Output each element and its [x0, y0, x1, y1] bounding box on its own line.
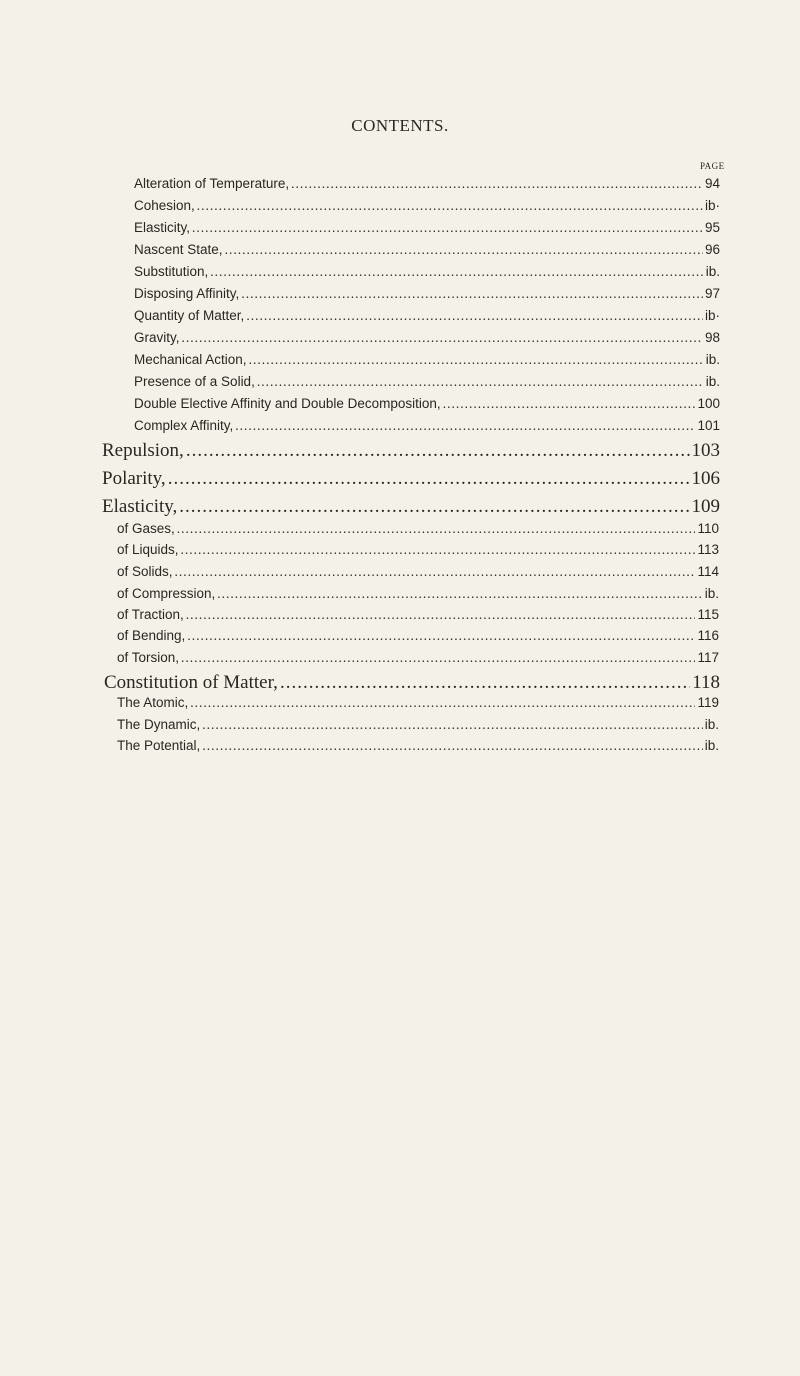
toc-entry: [134, 374, 720, 390]
toc-entry-label: Elasticity,: [134, 220, 191, 235]
toc-entry-page: 118: [692, 672, 720, 693]
toc-entry-label: Complex Affinity,: [134, 418, 234, 433]
toc-entry-label: Presence of a Solid,: [134, 374, 255, 389]
toc-entry-page: 117: [697, 650, 719, 665]
page-column-label: PAGE: [700, 161, 725, 171]
toc-entry: [134, 220, 720, 236]
toc-entry-label: The Potential,: [117, 738, 201, 753]
toc-entry: [117, 738, 719, 754]
toc-entry-label: Disposing Affinity,: [134, 286, 240, 301]
toc-entry-label: Cohesion,: [134, 198, 195, 213]
toc-entry-page: ib.: [705, 352, 720, 367]
toc-entry: [117, 521, 719, 537]
toc-entry: [117, 628, 719, 644]
toc-entry: [134, 242, 720, 258]
toc-entry: [117, 607, 719, 623]
toc-entry-page: 95: [704, 220, 720, 235]
toc-entry: [134, 198, 720, 214]
toc-entry-page: ib.: [704, 586, 719, 601]
toc-entry: [117, 542, 719, 558]
toc-entry-page: 113: [697, 542, 719, 557]
toc-entry-label: Constitution of Matter,: [104, 672, 278, 693]
toc-entry: [102, 468, 720, 490]
toc-entry: [104, 672, 720, 694]
toc-entry-label: Polarity,: [102, 468, 166, 489]
toc-entry-page: 114: [697, 564, 719, 579]
toc-entry-label: Nascent State,: [134, 242, 223, 257]
toc-entry-label: Substitution,: [134, 264, 209, 279]
toc-entry-page: ib·: [704, 198, 720, 213]
toc-entry: [117, 650, 719, 666]
toc-entry: [134, 396, 720, 412]
toc-entry-label: of Compression,: [117, 586, 216, 601]
toc-entry-page: 106: [691, 468, 720, 489]
toc-entry-label: of Liquids,: [117, 542, 179, 557]
toc-entry-page: 103: [691, 440, 720, 461]
toc-entry-page: 109: [691, 496, 720, 517]
toc-entry: [102, 496, 720, 518]
toc-entry-page: 100: [697, 396, 720, 411]
toc-entry-label: Repulsion,: [102, 440, 184, 461]
toc-entry-label: Elasticity,: [102, 496, 178, 517]
toc-entry-label: of Gases,: [117, 521, 175, 536]
toc-entry: [117, 586, 719, 602]
toc-entry-label: of Solids,: [117, 564, 173, 579]
toc-entry-page: ib·: [704, 308, 720, 323]
toc-entry: [102, 440, 720, 462]
toc-entry-page: 119: [697, 695, 719, 710]
toc-entry: [117, 564, 719, 580]
toc-entry: [134, 264, 720, 280]
toc-entry-page: ib.: [704, 738, 719, 753]
toc-entry-label: Double Elective Affinity and Double Decomposition,: [134, 396, 441, 411]
toc-entry-label: of Traction,: [117, 607, 184, 622]
toc-entry-page: ib.: [705, 264, 720, 279]
toc-entry-page: 101: [697, 418, 720, 433]
toc-entry: [134, 308, 720, 324]
toc-entry-label: The Atomic,: [117, 695, 189, 710]
toc-entry: [117, 717, 719, 733]
toc-entry-label: Quantity of Matter,: [134, 308, 245, 323]
toc-entry: [117, 695, 719, 711]
toc-entry-page: 115: [697, 607, 719, 622]
toc-entry: [134, 352, 720, 368]
toc-entry: [134, 330, 720, 346]
toc-entry-page: 96: [704, 242, 720, 257]
toc-entry-label: Alteration of Temperature,: [134, 176, 290, 191]
toc-entry-label: Mechanical Action,: [134, 352, 247, 367]
toc-entry-page: ib.: [705, 374, 720, 389]
toc-entry-page: 116: [697, 628, 719, 643]
toc-entry-page: ib.: [704, 717, 719, 732]
toc-entry-page: 97: [704, 286, 720, 301]
toc-entry: [134, 176, 720, 192]
toc-entry-page: 110: [697, 521, 719, 536]
page-title: CONTENTS.: [351, 116, 449, 135]
toc-entry-label: of Torsion,: [117, 650, 180, 665]
toc-entry-page: 94: [704, 176, 720, 191]
toc-entry-page: 98: [704, 330, 720, 345]
toc-entry: [134, 418, 720, 434]
toc-entry-label: Gravity,: [134, 330, 180, 345]
toc-entry-label: The Dynamic,: [117, 717, 201, 732]
toc-entry: [134, 286, 720, 302]
toc-entry-label: of Bending,: [117, 628, 186, 643]
